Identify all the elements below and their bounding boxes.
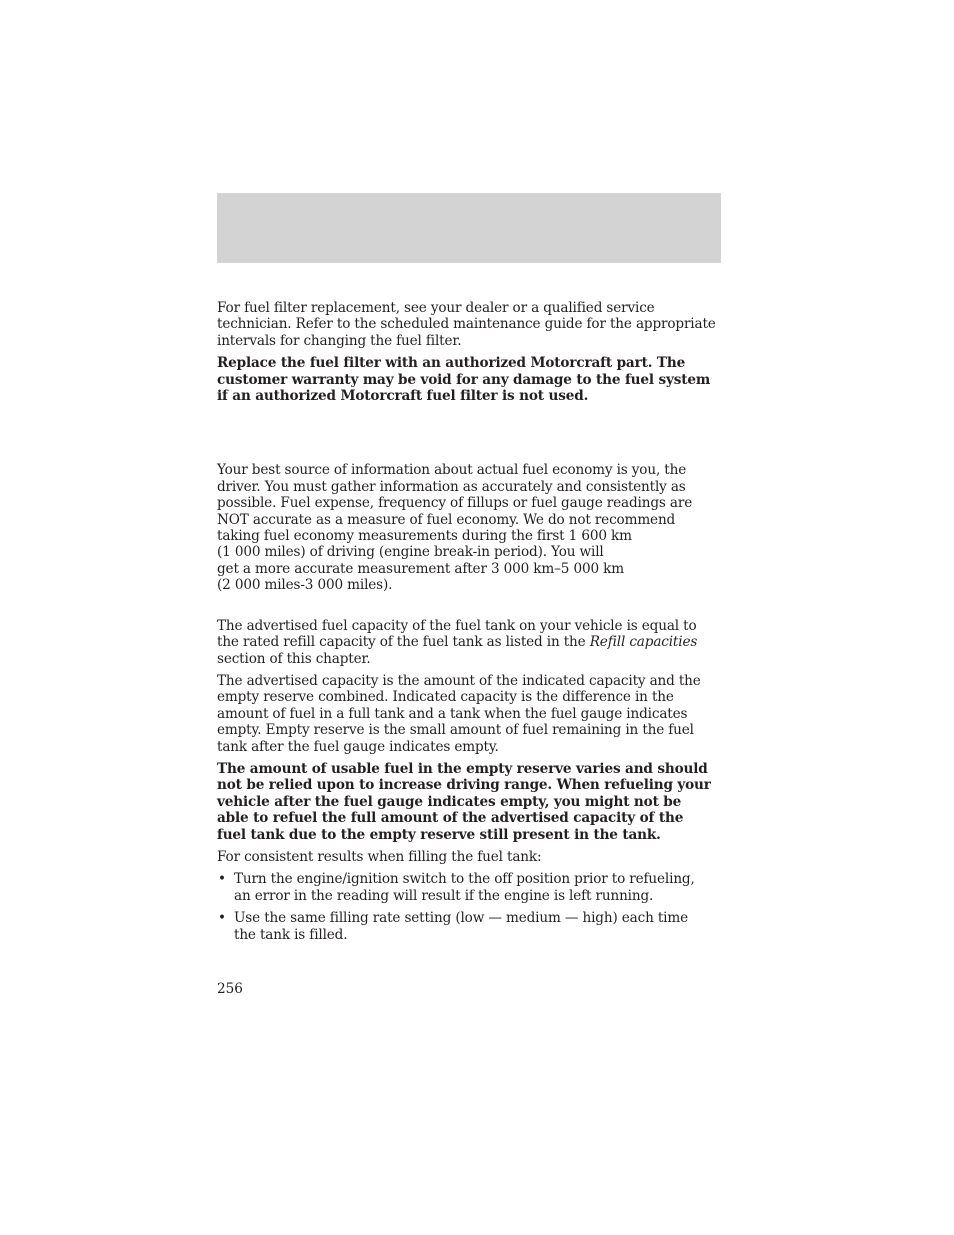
text-line: technician. Refer to the scheduled maintenance guide for the appropriate	[217, 316, 716, 333]
text-line: Turn the engine/ignition switch to the off position prior to refueling,	[234, 871, 695, 888]
text-line: The amount of usable fuel in the empty reserve varies and should	[217, 760, 708, 777]
text-line: (1 000 miles) of driving (engine break-in period). You will	[217, 544, 604, 561]
text-line: amount of fuel in a full tank and a tank when the fuel gauge indicates	[217, 705, 688, 722]
text-line: Your best source of information about actual fuel economy is you, the	[217, 462, 687, 479]
fuel-economy-paragraph	[217, 462, 723, 593]
text-line: empty reserve combined. Indicated capacity is the difference in the	[217, 689, 674, 706]
text-line: the rated refill capacity of the fuel tank as listed in the	[217, 634, 590, 651]
page-body	[217, 300, 723, 949]
list-item	[217, 910, 723, 943]
text-line: Replace the fuel filter with an authorized Motorcraft part. The	[217, 355, 686, 372]
text-line: an error in the reading will result if the engine is left running.	[234, 887, 654, 904]
text-line: The advertised capacity is the amount of the indicated capacity and the	[217, 672, 701, 689]
bullet-icon: •	[218, 871, 226, 888]
text-line: not be relied upon to increase driving range. When refueling your	[217, 777, 711, 794]
text-line: get a more accurate measurement after 3 000 km–5 000 km	[217, 560, 624, 577]
text-line: The advertised fuel capacity of the fuel tank on your vehicle is equal to	[217, 617, 697, 634]
refill-capacities-reference: Refill capacities	[589, 634, 698, 651]
fuel-capacity-paragraph	[217, 618, 723, 667]
text-line: Use the same filling rate setting (low — medium — high) each time	[234, 910, 689, 927]
text-line: intervals for changing the fuel filter.	[217, 332, 462, 349]
advertised-capacity-paragraph	[217, 673, 723, 755]
text-line: empty. Empty reserve is the small amount of fuel remaining in the fuel	[217, 722, 694, 739]
list-item	[217, 871, 723, 904]
bullet-icon: •	[218, 910, 226, 927]
text-line: the tank is filled.	[234, 926, 348, 943]
fuel-filter-warning	[217, 355, 723, 404]
text-line: able to refuel the full amount of the advertised capacity of the	[217, 810, 684, 827]
text-line: NOT accurate as a measure of fuel economy. We do not recommend	[217, 511, 676, 528]
section-header-band	[217, 193, 721, 263]
consistent-results-intro: For consistent results when filling the fuel tank:	[217, 848, 542, 865]
text-line: possible. Fuel expense, frequency of fillups or fuel gauge readings are	[217, 495, 693, 512]
text-line: tank after the fuel gauge indicates empty.	[217, 738, 499, 755]
text-line: section of this chapter.	[217, 650, 371, 667]
empty-reserve-warning	[217, 761, 723, 843]
text-line: if an authorized Motorcraft fuel filter is not used.	[217, 388, 589, 405]
page-number: 256	[217, 981, 243, 997]
text-line: customer warranty may be void for any damage to the fuel system	[217, 371, 711, 388]
fuel-filter-paragraph	[217, 300, 723, 349]
text-line: For fuel filter replacement, see your dealer or a qualified service	[217, 300, 655, 316]
refueling-tips-list	[217, 871, 723, 943]
text-line: taking fuel economy measurements during the first 1 600 km	[217, 528, 632, 545]
text-line: fuel tank due to the empty reserve still present in the tank.	[217, 826, 661, 843]
text-line: driver. You must gather information as accurately and consistently as	[217, 478, 686, 495]
text-line: vehicle after the fuel gauge indicates empty, you might not be	[217, 793, 682, 810]
text-line: (2 000 miles-3 000 miles).	[217, 577, 393, 594]
